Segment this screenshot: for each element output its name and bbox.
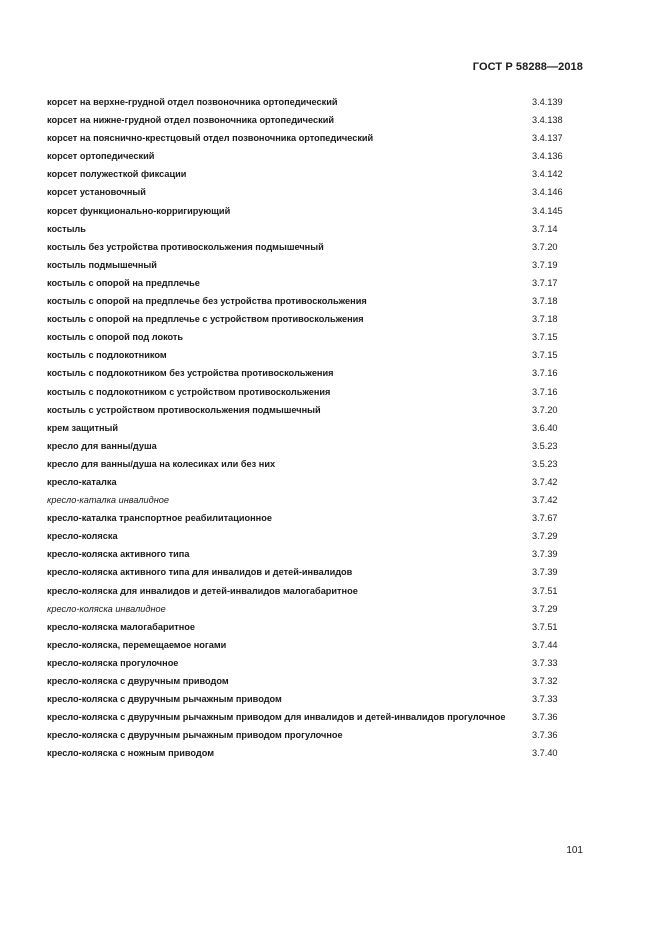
index-term: кресло-коляска активного типа: [47, 549, 190, 560]
index-term: кресло-коляска прогулочное: [47, 657, 179, 668]
index-reference: 3.7.51: [532, 621, 558, 632]
index-entry: [47, 477, 587, 488]
index-term: крем защитный: [47, 422, 119, 433]
index-entry: [47, 187, 587, 198]
index-reference: 3.5.23: [532, 458, 558, 469]
index-term: корсет установочный: [47, 187, 146, 198]
index-reference: 3.7.29: [532, 531, 558, 542]
index-term: кресло-коляска малогабаритное: [47, 621, 195, 632]
index-term: кресло-коляска с ножным приводом: [47, 748, 215, 759]
index-reference: 3.4.139: [532, 97, 563, 107]
page-number: 101: [566, 845, 583, 856]
index-term: кресло-коляска: [47, 531, 118, 542]
index-entry: [47, 658, 587, 669]
index-reference: 3.6.40: [532, 422, 558, 433]
index-term: костыль с опорой под локоть: [47, 332, 184, 343]
index-reference: 3.7.19: [532, 259, 558, 270]
index-reference: 3.4.138: [532, 115, 563, 126]
index-term: кресло-коляска, перемещаемое ногами: [47, 639, 227, 650]
index-reference: 3.7.42: [532, 476, 558, 487]
index-term: кресло-коляска с двуручным рычажным приводом для инвалидов и детей-инвалидов прогулочное: [47, 712, 506, 723]
index-entry: [47, 676, 587, 687]
index-term: костыль подмышечный: [47, 259, 157, 270]
index-term: кресло-коляска с двуручным рычажным приводом прогулочное: [47, 730, 343, 741]
index-entry: [47, 405, 587, 416]
index-term: костыль с опорой на предплечье: [47, 277, 200, 288]
index-entry: [47, 513, 587, 524]
index-reference: 3.5.23: [532, 440, 558, 451]
index-entry: [47, 441, 587, 452]
index-entry: [47, 459, 587, 470]
index-term: кресло-каталка инвалидное: [47, 495, 169, 506]
index-reference: 3.7.33: [532, 657, 558, 668]
index-reference: 3.7.36: [532, 712, 558, 723]
index-term: корсет на нижне-грудной отдел позвоночника ортопедический: [47, 115, 335, 126]
index-entry: [47, 604, 587, 615]
index-entry: [47, 206, 587, 217]
index-term: костыль с устройством противоскольжения подмышечный: [47, 404, 321, 415]
index-term: костыль с подлокотником: [47, 350, 167, 361]
index-entry: [47, 748, 587, 759]
index-entry: [47, 622, 587, 633]
index-entry: [47, 368, 587, 379]
index-reference: 3.4.142: [532, 169, 563, 180]
index-entry: [47, 730, 587, 741]
index-reference: 3.7.51: [532, 585, 558, 596]
index-reference: 3.7.44: [532, 639, 558, 650]
index-reference: 3.7.18: [532, 296, 558, 307]
index-reference: 3.4.145: [532, 205, 563, 216]
index-reference: 3.7.33: [532, 694, 558, 705]
index-term: кресло-каталка транспортное реабилитационное: [47, 513, 272, 524]
index-reference: 3.7.36: [532, 730, 558, 741]
index-reference: 3.7.15: [532, 350, 558, 361]
document-header: ГОСТ Р 58288—2018: [472, 61, 583, 73]
index-entry: [47, 278, 587, 289]
index-entry: [47, 423, 587, 434]
index-reference: 3.7.17: [532, 277, 558, 288]
index-term: костыль с опорой на предплечье без устройства противоскольжения: [47, 296, 367, 307]
index-term: кресло для ванны/душа на колесиках или без них: [47, 458, 276, 469]
index-reference: 3.7.39: [532, 567, 558, 578]
term-index: [47, 97, 587, 766]
index-entry: [47, 296, 587, 307]
index-term: костыль с опорой на предплечье с устройством противоскольжения: [47, 314, 364, 325]
index-reference: 3.7.20: [532, 241, 558, 252]
index-reference: 3.7.67: [532, 513, 558, 524]
index-entry: [47, 694, 587, 705]
index-term: кресло-коляска инвалидное: [47, 603, 166, 614]
index-reference: 3.4.136: [532, 151, 563, 162]
index-entry: [47, 531, 587, 542]
index-reference: 3.7.14: [532, 223, 558, 234]
index-reference: 3.7.18: [532, 314, 558, 325]
index-term: кресло-каталка: [47, 476, 117, 487]
index-term: корсет на пояснично-крестцовый отдел позвоночника ортопедический: [47, 133, 374, 144]
index-entry: [47, 332, 587, 343]
index-entry: [47, 350, 587, 361]
index-reference: 3.4.146: [532, 187, 563, 198]
index-entry: [47, 133, 587, 144]
index-entry: [47, 314, 587, 325]
index-entry: [47, 712, 587, 723]
index-term: кресло-коляска активного типа для инвалидов и детей-инвалидов: [47, 567, 353, 578]
index-term: корсет ортопедический: [47, 151, 155, 162]
index-term: кресло для ванны/душа: [47, 440, 157, 451]
index-reference: 3.7.42: [532, 495, 558, 506]
index-reference: 3.7.32: [532, 676, 558, 686]
index-reference: 3.7.16: [532, 386, 558, 397]
index-entry: [47, 495, 587, 506]
index-reference: 3.7.29: [532, 603, 558, 614]
index-entry: [47, 97, 587, 108]
index-term: корсет функционально-корригирующий: [47, 205, 231, 216]
index-entry: [47, 586, 587, 597]
index-reference: 3.7.20: [532, 404, 558, 415]
index-entry: [47, 242, 587, 253]
index-entry: [47, 260, 587, 271]
index-reference: 3.7.40: [532, 748, 558, 759]
index-term: кресло-коляска с двуручным рычажным приводом: [47, 694, 282, 705]
index-entry: [47, 224, 587, 235]
index-term: кресло-коляска для инвалидов и детей-инвалидов малогабаритное: [47, 585, 358, 596]
index-reference: 3.7.16: [532, 368, 558, 379]
index-reference: 3.4.137: [532, 133, 563, 144]
index-term: костыль без устройства противоскольжения подмышечный: [47, 241, 324, 252]
index-entry: [47, 640, 587, 651]
index-term: костыль с подлокотником без устройства противоскольжения: [47, 368, 334, 379]
index-entry: [47, 169, 587, 180]
index-entry: [47, 115, 587, 126]
index-entry: [47, 549, 587, 560]
index-term: кресло-коляска с двуручным приводом: [47, 676, 229, 686]
index-term: корсет на верхне-грудной отдел позвоночника ортопедический: [47, 97, 338, 107]
index-reference: 3.7.39: [532, 549, 558, 560]
index-term: корсет полужесткой фиксации: [47, 169, 187, 180]
index-entry: [47, 387, 587, 398]
index-reference: 3.7.15: [532, 332, 558, 343]
index-term: костыль: [47, 223, 86, 234]
index-term: костыль с подлокотником с устройством противоскольжения: [47, 386, 331, 397]
index-entry: [47, 151, 587, 162]
index-entry: [47, 567, 587, 578]
